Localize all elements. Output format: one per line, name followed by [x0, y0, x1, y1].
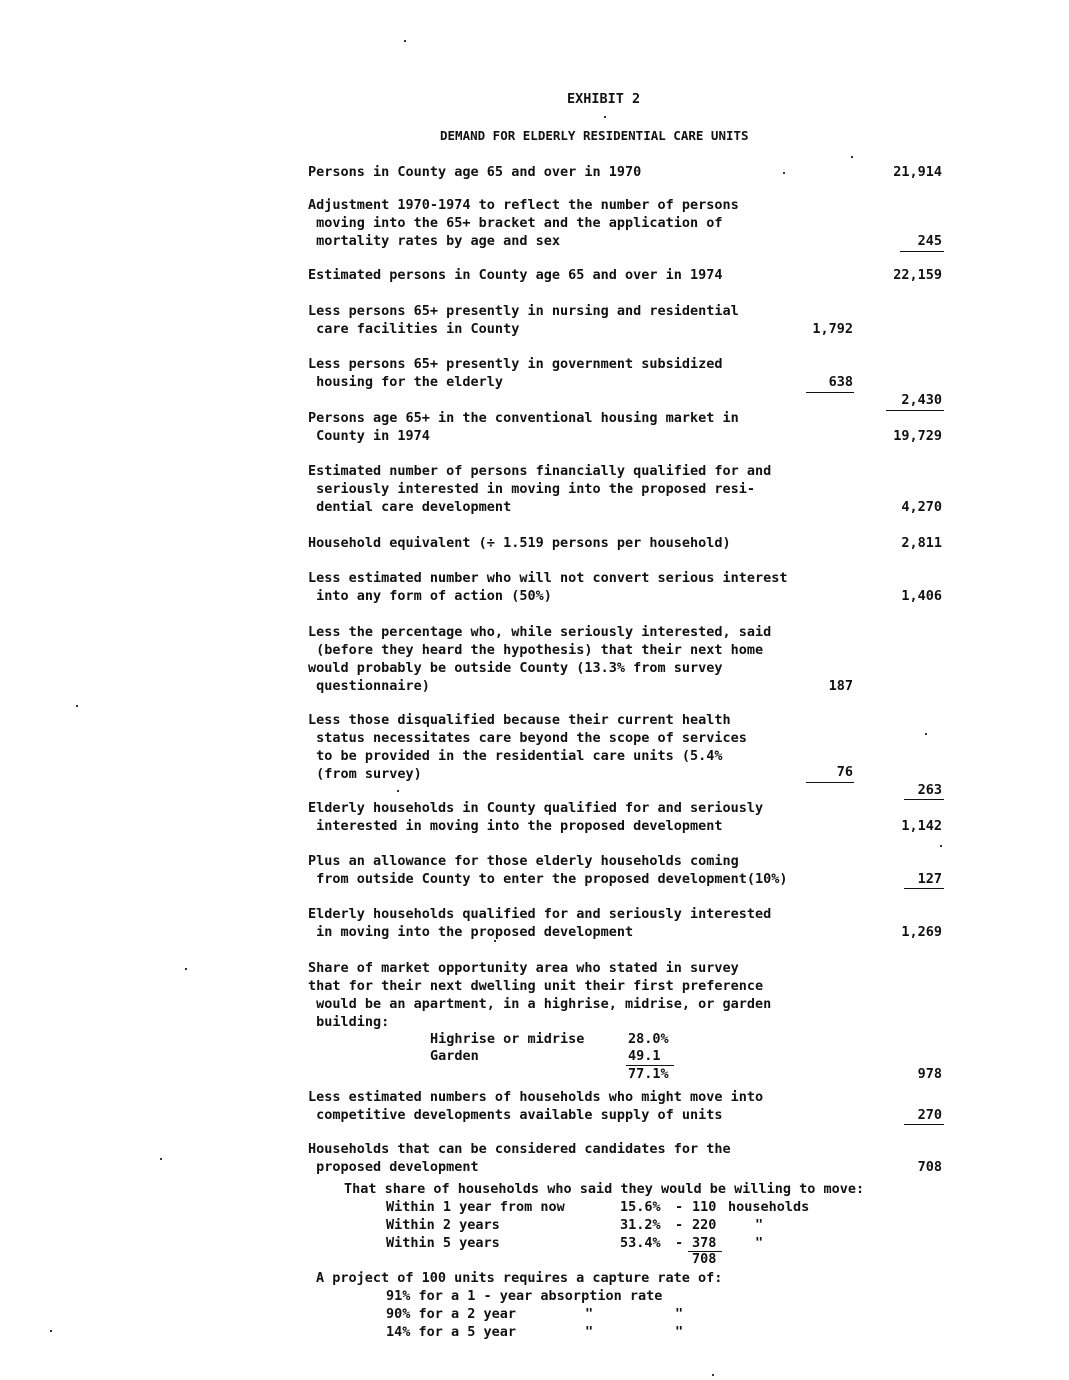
row-6-text: County in 1974 [308, 428, 430, 444]
share-label: Garden [430, 1048, 479, 1064]
row-17-text: Less estimated numbers of households who might move into [308, 1089, 764, 1105]
row-16-text: building: [308, 1014, 390, 1030]
scan-speck [185, 968, 187, 970]
row-17-total: 270 [917, 1107, 942, 1123]
row-13-text: interested in moving into the proposed development [308, 818, 723, 834]
move-pct: 53.4% [620, 1235, 661, 1251]
scan-speck [851, 156, 853, 158]
row-7-text: seriously interested in moving into the proposed resi- [308, 481, 756, 497]
row-4-text: Less persons 65+ presently in government subsidized [308, 356, 723, 372]
row-11-subtotal: 76 [836, 764, 853, 780]
capture-line: 14% for a 5 year [386, 1324, 517, 1340]
row-13-text: Elderly households in County qualified for and seriously [308, 800, 764, 816]
row-16-text: Share of market opportunity area who stated in survey [308, 960, 739, 976]
row-10-text: would probably be outside County (13.3% from survey [308, 660, 723, 676]
capture-intro: A project of 100 units requires a capture rate of: [316, 1270, 723, 1286]
row-16-text: would be an apartment, in a highrise, midrise, or garden [308, 996, 772, 1012]
underline [806, 392, 854, 393]
row-5-total: 2,430 [901, 392, 942, 408]
move-label: Within 5 years [386, 1235, 500, 1251]
row-14-text: Plus an allowance for those elderly households coming [308, 853, 739, 869]
share-value: 49.1 [628, 1048, 661, 1064]
underline [806, 782, 854, 783]
row-7-total: 4,270 [901, 499, 942, 515]
move-intro: That share of households who said they would be willing to move: [344, 1181, 865, 1197]
row-6-total: 19,729 [893, 428, 942, 444]
exhibit-title: EXHIBIT 2 [567, 91, 641, 107]
row-7-text: Estimated number of persons financially qualified for and [308, 463, 772, 479]
ditto-mark: " [675, 1306, 684, 1322]
scan-speck [925, 733, 927, 735]
row-1-text: moving into the 65+ bracket and the application of [308, 215, 723, 231]
scan-speck [712, 1374, 714, 1376]
row-9-text: into any form of action (50%) [308, 588, 552, 604]
scan-speck [783, 172, 785, 174]
row-3-text: care facilities in County [308, 321, 520, 337]
row-11-text: status necessitates care beyond the scope of services [308, 730, 747, 746]
row-0-total: 21,914 [893, 164, 942, 180]
move-dash: - [675, 1199, 684, 1215]
row-1-text: mortality rates by age and sex [308, 233, 560, 249]
row-3-text: Less persons 65+ presently in nursing and residential [308, 303, 739, 319]
row-10-text: questionnaire) [308, 678, 430, 694]
share-total: 77.1% [628, 1066, 669, 1082]
scan-speck [404, 40, 406, 42]
scan-speck [940, 845, 942, 847]
row-15-text: Elderly households qualified for and seriously interested [308, 906, 772, 922]
move-total: 708 [692, 1251, 717, 1267]
row-12-total: 263 [917, 782, 942, 798]
row-13-total: 1,142 [901, 818, 942, 834]
row-11-text: Less those disqualified because their current health [308, 712, 731, 728]
move-pct: 31.2% [620, 1217, 661, 1233]
share-result: 978 [917, 1066, 942, 1082]
scan-speck [76, 705, 78, 707]
row-1-total: 245 [917, 233, 942, 249]
row-11-text: to be provided in the residential care units (5.4% [308, 748, 723, 764]
move-count: 110 [692, 1199, 717, 1215]
scan-speck [397, 790, 399, 792]
scan-speck [604, 116, 606, 118]
row-14-text: from outside County to enter the proposed development(10%) [308, 871, 788, 887]
capture-line: 90% for a 2 year [386, 1306, 517, 1322]
row-6-text: Persons age 65+ in the conventional housing market in [308, 410, 739, 426]
row-15-text: in moving into the proposed development [308, 924, 634, 940]
row-2-text: Estimated persons in County age 65 and over in 1974 [308, 267, 723, 283]
row-18-total: 708 [917, 1159, 942, 1175]
ditto-mark: " [585, 1306, 594, 1322]
move-label: Within 1 year from now [386, 1199, 565, 1215]
underline [886, 410, 944, 411]
move-dash: - [675, 1235, 684, 1251]
row-3-subtotal: 1,792 [812, 321, 853, 337]
move-dash: - [675, 1217, 684, 1233]
scan-speck [50, 1330, 52, 1332]
row-18-text: proposed development [308, 1159, 479, 1175]
move-count: 378 [692, 1235, 717, 1251]
row-17-text: competitive developments available supply of units [308, 1107, 723, 1123]
share-label: Highrise or midrise [430, 1031, 585, 1047]
row-8-text: Household equivalent (÷ 1.519 persons per household) [308, 535, 731, 551]
move-suffix: " [755, 1217, 764, 1233]
ditto-mark: " [585, 1324, 594, 1340]
row-4-subtotal: 638 [828, 374, 853, 390]
row-10-subtotal: 187 [828, 678, 853, 694]
scan-speck [160, 1158, 162, 1160]
row-10-text: Less the percentage who, while seriously interested, said [308, 624, 772, 640]
row-2-total: 22,159 [893, 267, 942, 283]
underline [904, 888, 944, 889]
underline [904, 1124, 944, 1125]
row-7-text: dential care development [308, 499, 512, 515]
row-15-total: 1,269 [901, 924, 942, 940]
row-1-text: Adjustment 1970-1974 to reflect the number of persons [308, 197, 739, 213]
underline [904, 799, 944, 800]
row-14-total: 127 [917, 871, 942, 887]
row-4-text: housing for the elderly [308, 374, 504, 390]
row-16-text: that for their next dwelling unit their first preference [308, 978, 764, 994]
underline [900, 251, 944, 252]
row-11-text: (from survey) [308, 766, 422, 782]
row-8-total: 2,811 [901, 535, 942, 551]
row-18-text: Households that can be considered candidates for the [308, 1141, 731, 1157]
ditto-mark: " [675, 1324, 684, 1340]
row-9-total: 1,406 [901, 588, 942, 604]
row-9-text: Less estimated number who will not convert serious interest [308, 570, 788, 586]
capture-line: 91% for a 1 - year absorption rate [386, 1288, 663, 1304]
document-title: DEMAND FOR ELDERLY RESIDENTIAL CARE UNITS [440, 128, 749, 143]
row-10-text: (before they heard the hypothesis) that their next home [308, 642, 764, 658]
move-label: Within 2 years [386, 1217, 500, 1233]
move-count: 220 [692, 1217, 717, 1233]
move-suffix: households [728, 1199, 810, 1215]
move-pct: 15.6% [620, 1199, 661, 1215]
row-0-text: Persons in County age 65 and over in 1970 [308, 164, 642, 180]
scan-speck [494, 940, 496, 942]
move-suffix: " [755, 1235, 764, 1251]
share-value: 28.0% [628, 1031, 669, 1047]
